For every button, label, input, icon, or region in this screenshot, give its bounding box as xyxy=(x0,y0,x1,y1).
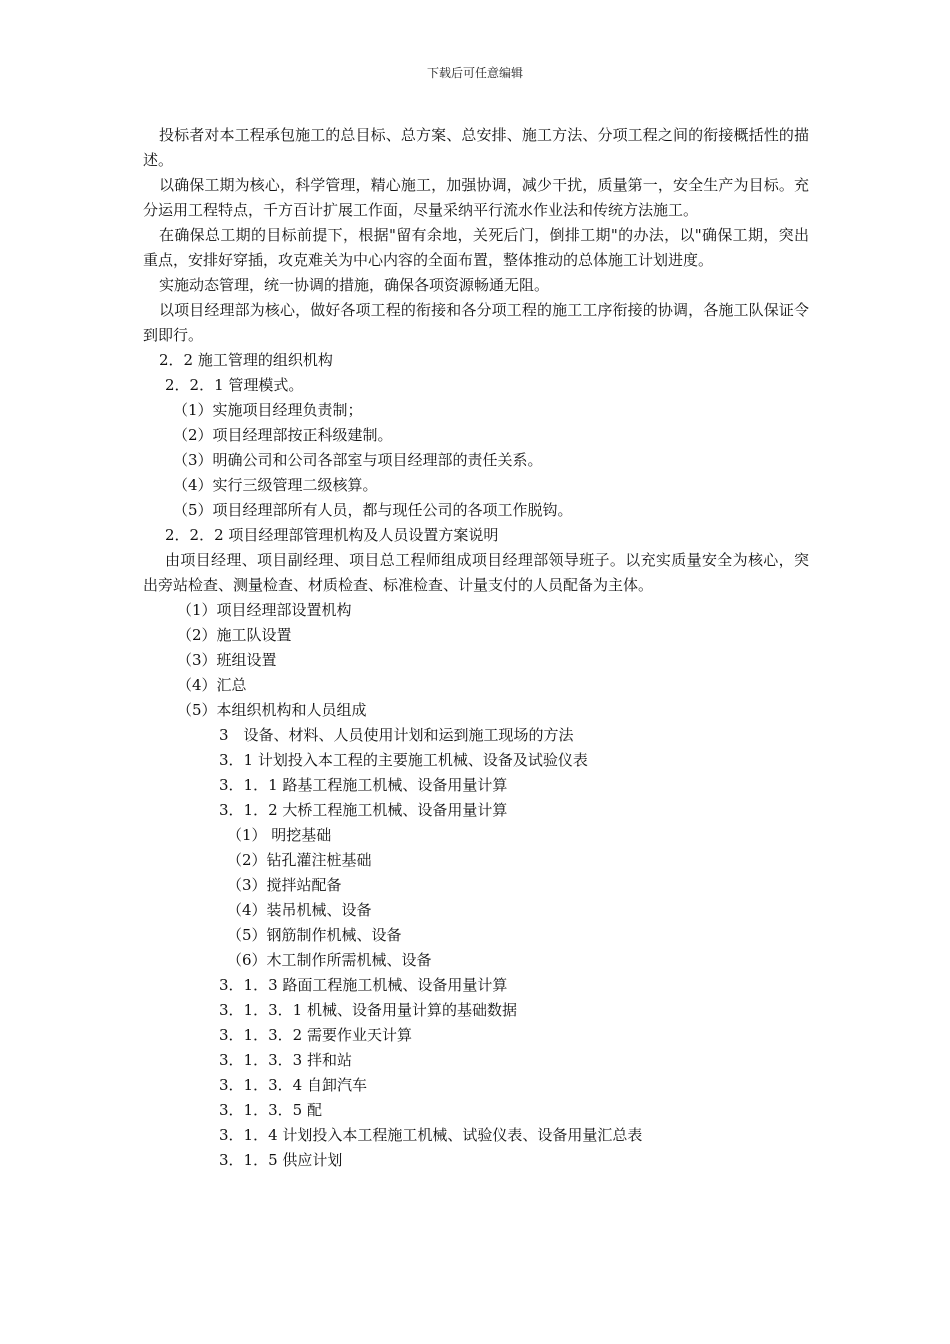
paragraph-schedule: 在确保总工期的目标前提下，根据"留有余地，关死后门，倒排工期"的办法，以"确保工期，突出重点，安排好穿插，攻克难关为中心内容的全面布置，整体推动的总体施工计划进度。 xyxy=(143,226,809,269)
paragraph-summary: 投标者对本工程承包施工的总目标、总方案、总安排、施工方法、分项工程之间的衔接概括性的描述。 xyxy=(143,126,809,169)
paragraph-leadership: 由项目经理、项目副经理、项目总工程师组成项目经理部领导班子。以充实质量安全为核心，突出旁站检查、测量检查、材质检查、标准检查、计量支付的人员配备为主体。 xyxy=(143,551,809,594)
section-heading-3-1-1: 3．1．1 路基工程施工机械、设备用量计算 xyxy=(219,776,508,794)
section-heading-2-2-1: 2．2．1 管理模式。 xyxy=(165,376,304,394)
list-item: （1） 明挖基础 xyxy=(227,826,332,844)
list-item: （1）项目经理部设置机构 xyxy=(177,601,352,619)
paragraph-goal: 以确保工期为核心，科学管理，精心施工，加强协调，减少干扰，质量第一，安全生产为目标。充分运用工程特点，千方百计扩展工作面，尽量采纳平行流水作业法和传统方法施工。 xyxy=(143,176,809,219)
list-item: （2）施工队设置 xyxy=(177,626,292,644)
section-heading-3-1-2: 3．1．2 大桥工程施工机械、设备用量计算 xyxy=(219,801,508,819)
section-heading-3-1-5: 3．1．5 供应计划 xyxy=(219,1151,343,1169)
list-item: （5）钢筋制作机械、设备 xyxy=(227,926,402,944)
list-item: （4）汇总 xyxy=(177,676,247,694)
section-heading-3-1-4: 3．1．4 计划投入本工程施工机械、试验仪表、设备用量汇总表 xyxy=(219,1126,643,1144)
section-heading-2-2: 2．2 施工管理的组织机构 xyxy=(159,351,333,369)
page-header: 下载后可任意编辑 xyxy=(426,66,523,80)
document-body xyxy=(143,123,809,1173)
list-item: （6）木工制作所需机械、设备 xyxy=(227,951,432,969)
section-heading-3-1-3-1: 3．1．3．1 机械、设备用量计算的基础数据 xyxy=(219,1001,517,1019)
list-item: （3）班组设置 xyxy=(177,651,277,669)
section-heading-3-1-3-2: 3．1．3．2 需要作业天计算 xyxy=(219,1026,412,1044)
list-item: （5）项目经理部所有人员，都与现任公司的各项工作脱钩。 xyxy=(173,501,573,519)
paragraph-coordination: 以项目经理部为核心，做好各项工程的衔接和各分项工程的施工工序衔接的协调，各施工队保证令到即行。 xyxy=(143,301,809,344)
section-heading-3: 3 设备、材料、人员使用计划和运到施工现场的方法 xyxy=(219,726,574,744)
paragraph-dynamic-management: 实施动态管理，统一协调的措施，确保各项资源畅通无阻。 xyxy=(159,276,550,294)
list-item: （4）实行三级管理二级核算。 xyxy=(173,476,378,494)
list-item: （3）搅拌站配备 xyxy=(227,876,342,894)
section-heading-3-1-3: 3．1．3 路面工程施工机械、设备用量计算 xyxy=(219,976,508,994)
section-heading-2-2-2: 2．2．2 项目经理部管理机构及人员设置方案说明 xyxy=(165,526,499,544)
list-item: （5）本组织机构和人员组成 xyxy=(177,701,367,719)
section-heading-3-1-3-5: 3．1．3．5 配 xyxy=(219,1101,322,1119)
list-item: （4）装吊机械、设备 xyxy=(227,901,372,919)
list-item: （2）项目经理部按正科级建制。 xyxy=(173,426,393,444)
list-item: （1）实施项目经理负责制； xyxy=(173,401,363,419)
section-heading-3-1-3-4: 3．1．3．4 自卸汽车 xyxy=(219,1076,367,1094)
section-heading-3-1-3-3: 3．1．3．3 拌和站 xyxy=(219,1051,352,1069)
list-item: （2）钻孔灌注桩基础 xyxy=(227,851,372,869)
section-heading-3-1: 3．1 计划投入本工程的主要施工机械、设备及试验仪表 xyxy=(219,751,588,769)
list-item: （3）明确公司和公司各部室与项目经理部的责任关系。 xyxy=(173,451,543,469)
